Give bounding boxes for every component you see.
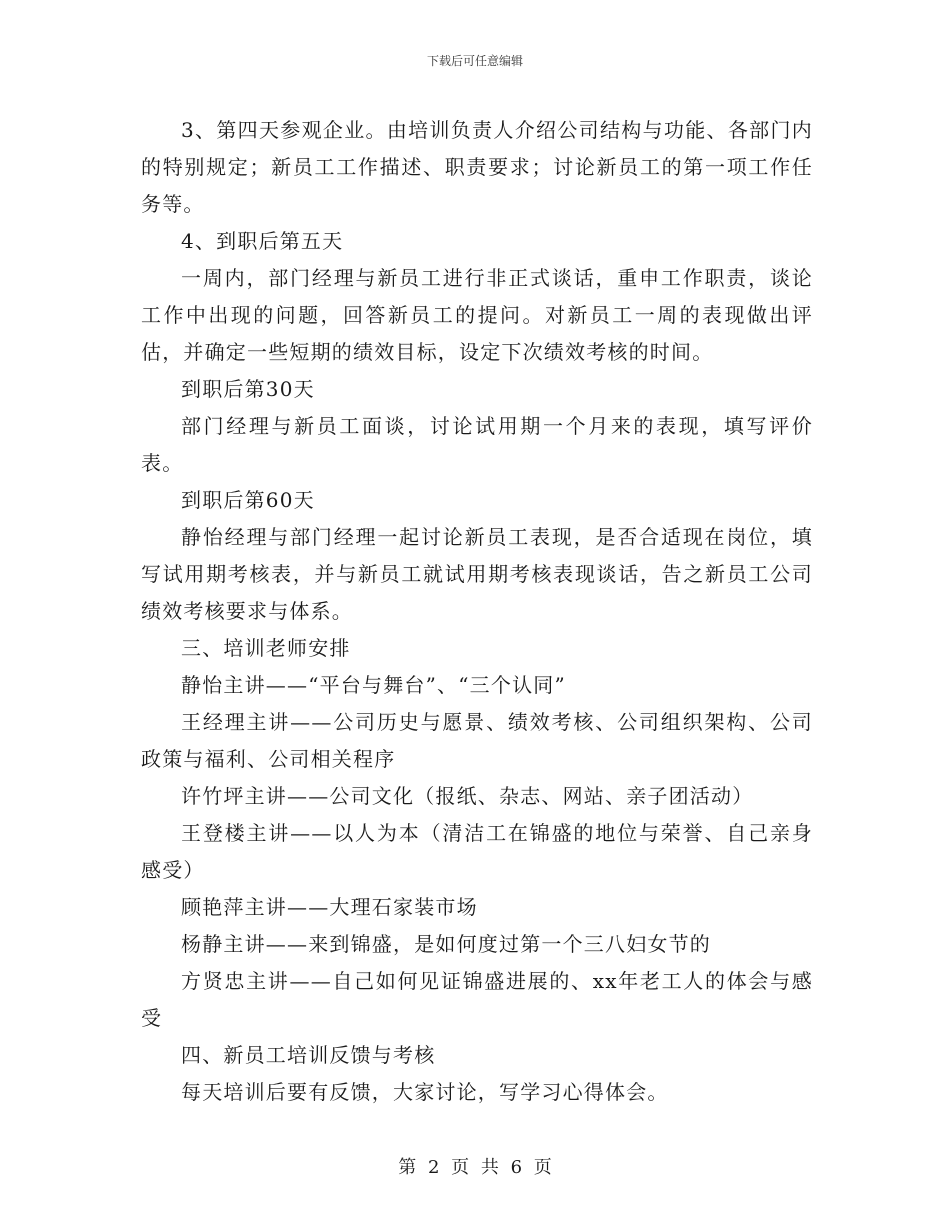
- paragraph-day4-visit: 3、第四天参观企业。由培训负责人介绍公司结构与功能、各部门内的特别规定；新员工工作描述、职责要求；讨论新员工的第一项工作任务等。: [141, 118, 813, 216]
- trainer-item-jingyi: 静怡主讲——“平台与舞台”、“三个认同”: [181, 673, 566, 697]
- document-body: [141, 112, 813, 1111]
- paragraph-week-talk: 一周内，部门经理与新员工进行非正式谈话，重申工作职责，谈论工作中出现的问题，回答新员工的提问。对新员工一周的表现做出评估，并确定一些短期的绩效目标，设定下次绩效考核的时间。: [141, 266, 813, 364]
- paragraph-day30-body: 部门经理与新员工面谈，讨论试用期一个月来的表现，填写评价表。: [141, 414, 813, 475]
- page-number-footer: 第 2 页 共 6 页: [398, 1157, 552, 1178]
- section-feedback-heading: 四、新员工培训反馈与考核: [181, 1043, 436, 1067]
- trainer-item-fang: 方贤忠主讲——自己如何见证锦盛进展的、xx年老工人的体会与感受: [141, 969, 813, 1030]
- trainer-item-yang: 杨静主讲——来到锦盛，是如何度过第一个三八妇女节的: [181, 932, 711, 956]
- paragraph-feedback-body: 每天培训后要有反馈，大家讨论，写学习心得体会。: [181, 1080, 669, 1104]
- paragraph-day60-body: 静怡经理与部门经理一起讨论新员工表现，是否合适现在岗位，填写试用期考核表，并与新员工就试用期考核表现谈话，告之新员工公司绩效考核要求与体系。: [141, 525, 813, 623]
- paragraph-day30-heading: 到职后第30天: [181, 377, 315, 401]
- trainer-item-xu: 许竹坪主讲——公司文化（报纸、杂志、网站、亲子团活动）: [181, 784, 754, 808]
- paragraph-day60-heading: 到职后第60天: [181, 488, 315, 512]
- trainer-item-wang-denglou: 王登楼主讲——以人为本（清洁工在锦盛的地位与荣誉、自己亲身感受）: [141, 821, 813, 882]
- section-trainers-heading: 三、培训老师安排: [181, 636, 351, 660]
- page-header: 下载后可任意编辑: [426, 54, 523, 68]
- trainer-item-wang-manager: 王经理主讲——公司历史与愿景、绩效考核、公司组织架构、公司政策与福利、公司相关程序: [141, 710, 813, 771]
- paragraph-day5-heading: 4、到职后第五天: [181, 229, 344, 253]
- trainer-item-gu: 顾艳萍主讲——大理石家装市场: [181, 895, 478, 919]
